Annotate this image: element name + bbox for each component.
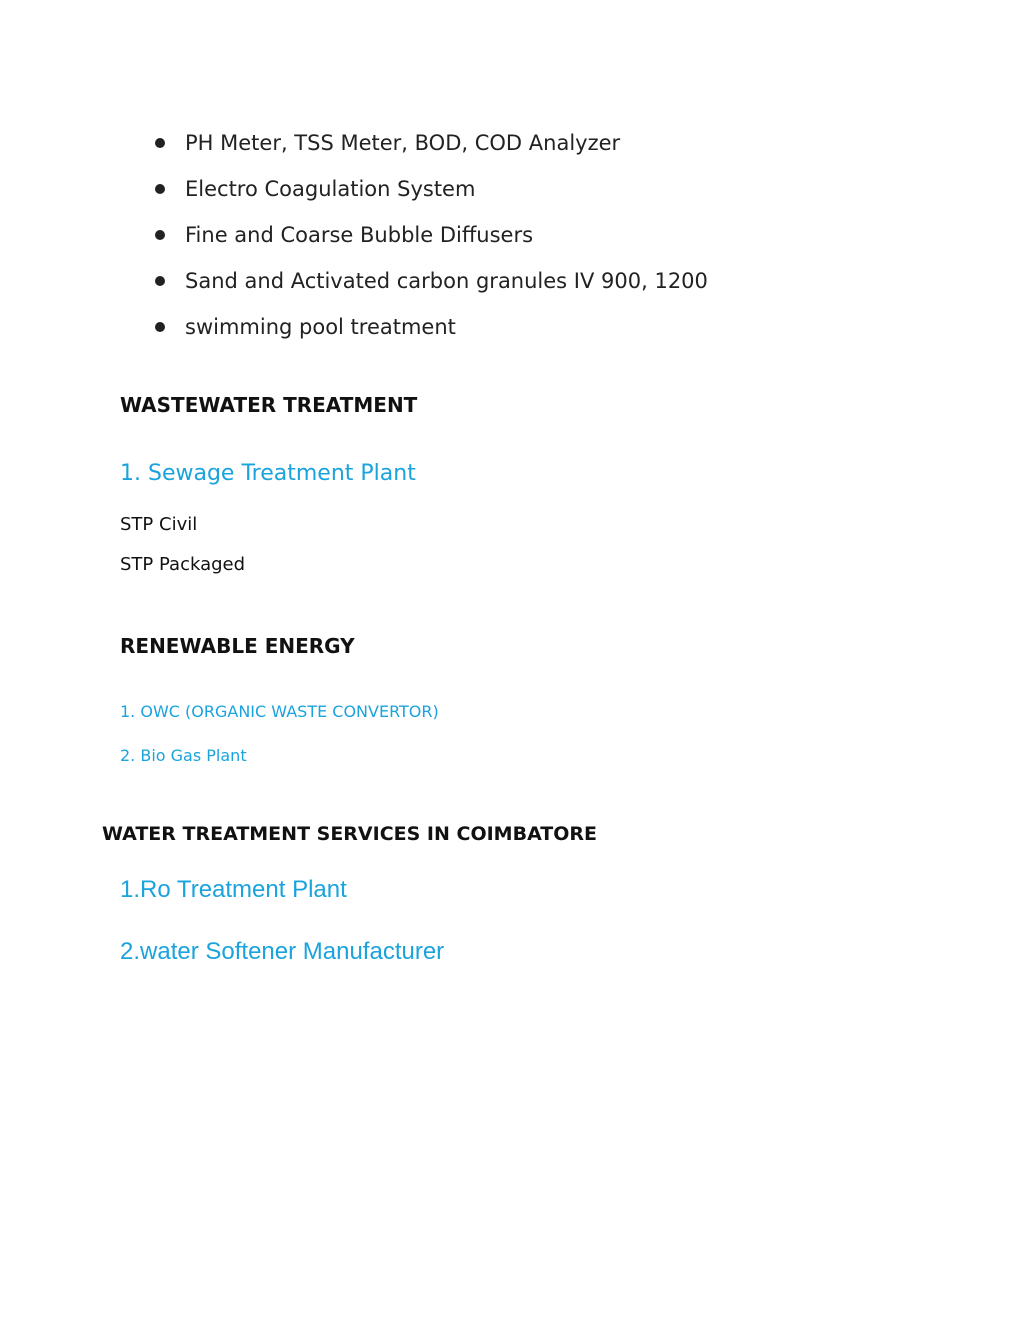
sewage-treatment-link[interactable]: 1. Sewage Treatment Plant	[120, 461, 416, 486]
list-item	[150, 212, 708, 258]
list-item-text: Electro Coagulation System	[185, 177, 476, 201]
list-item	[150, 120, 708, 166]
bullet-icon	[155, 276, 165, 286]
owc-link[interactable]: 1. OWC (ORGANIC WASTE CONVERTOR)	[120, 702, 439, 721]
stp-civil-text: STP Civil	[120, 514, 198, 535]
ro-treatment-plant-link[interactable]: 1.Ro Treatment Plant	[120, 876, 347, 903]
services-bullet-list	[150, 120, 708, 350]
bullet-icon	[155, 322, 165, 332]
bullet-icon	[155, 184, 165, 194]
water-softener-link[interactable]: 2.water Softener Manufacturer	[120, 938, 445, 965]
list-item	[150, 258, 708, 304]
stp-packaged-text: STP Packaged	[120, 554, 246, 575]
water-services-heading: WATER TREATMENT SERVICES IN COIMBATORE	[102, 823, 598, 845]
wastewater-heading: WASTEWATER TREATMENT	[120, 393, 418, 417]
list-item	[150, 166, 708, 212]
list-item-text: Sand and Activated carbon granules IV 900, 1200	[185, 269, 708, 293]
bio-gas-plant-link[interactable]: 2. Bio Gas Plant	[120, 746, 247, 765]
renewable-energy-heading: RENEWABLE ENERGY	[120, 634, 355, 658]
list-item-text: Fine and Coarse Bubble Diffusers	[185, 223, 534, 247]
bullet-icon	[155, 230, 165, 240]
bullet-icon	[155, 138, 165, 148]
list-item-text: PH Meter, TSS Meter, BOD, COD Analyzer	[185, 131, 621, 155]
list-item-text: swimming pool treatment	[185, 315, 456, 339]
list-item	[150, 304, 708, 350]
